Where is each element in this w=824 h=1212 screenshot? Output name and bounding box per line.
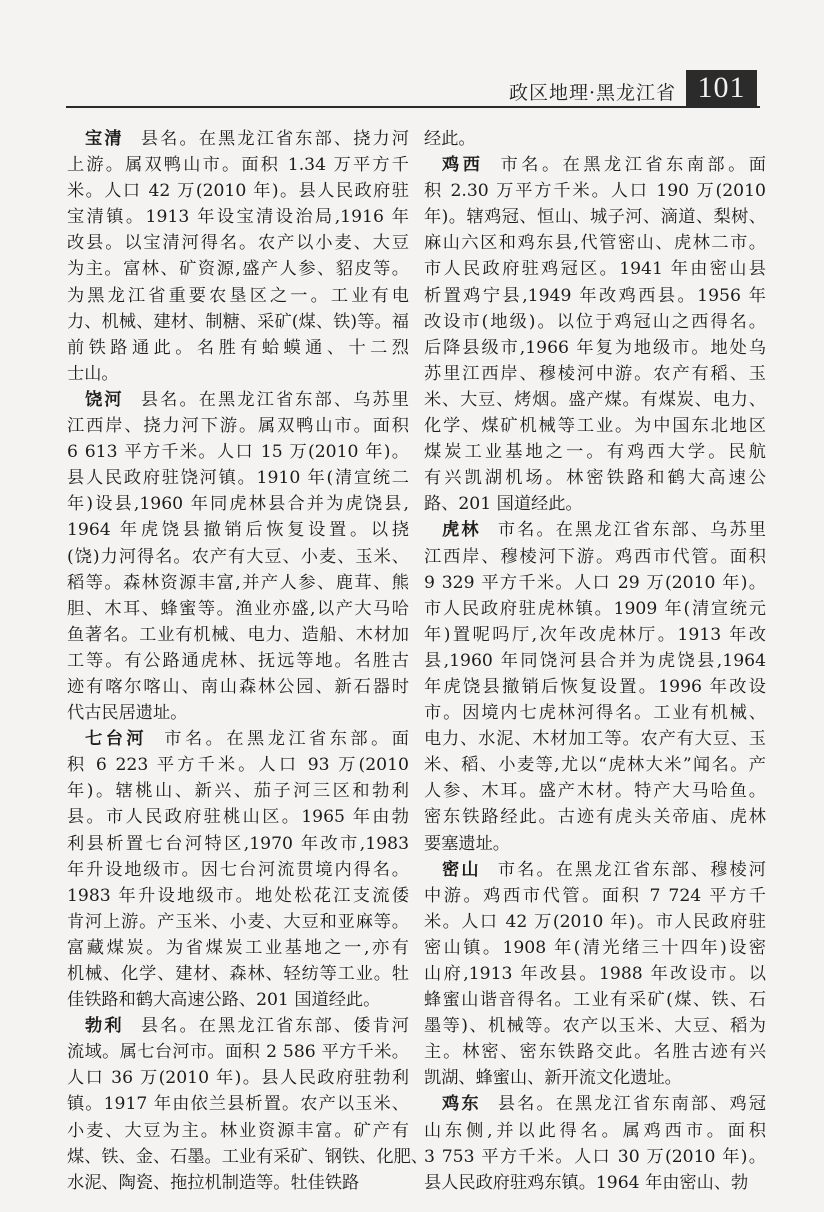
entry-line: 煤、铁、金、石墨。工业有采矿、钢铁、化肥、 <box>67 1146 428 1167</box>
entry-line: 电力、水泥、木材加工等。农产有大豆、玉 <box>424 729 766 750</box>
dictionary-entry <box>424 517 766 856</box>
entry-line: 鱼著名。工业有机械、电力、造船、木材加 <box>67 624 409 645</box>
entry-first-line <box>424 1091 766 1117</box>
entry-line: 县,1960 年同饶河县合并为虎饶县,1964 <box>424 650 766 671</box>
entry-line: 肯河上游。产玉米、小麦、大豆和亚麻等。 <box>67 911 409 932</box>
entry-line: 米、大豆、烤烟。盛产煤。有煤炭、电力、 <box>424 389 766 410</box>
entry-line: 市。因境内七虎林河得名。工业有机械、 <box>424 703 766 724</box>
dictionary-entry <box>424 857 766 1092</box>
entry-line: 化学、煤矿机械等工业。为中国东北地区 <box>424 416 766 437</box>
entry-line: 米。人口 42 万(2010 年)。市人民政府驻 <box>424 911 766 932</box>
entry-line: 小麦、大豆为主。林业资源丰富。矿产有 <box>67 1120 409 1141</box>
entry-line: 流域。属七台河市。面积 2 586 平方千米。 <box>67 1042 409 1063</box>
entry-line: 米。人口 42 万(2010 年)。县人民政府驻 <box>67 181 409 202</box>
entry-line: 蜂蜜山谐音得名。工业有采矿(煤、铁、石 <box>424 990 766 1011</box>
entry-line: 为黑龙江省重要农垦区之一。工业有电 <box>67 285 409 306</box>
page-header <box>66 64 760 108</box>
entry-line: 3 753 平方千米。人口 30 万(2010 年)。 <box>424 1146 766 1167</box>
entry-headword: 密山 <box>442 859 481 880</box>
entry-line: 镇。1917 年由依兰县析置。农产以玉米、 <box>67 1094 409 1115</box>
entry-line: 凯湖、蜂蜜山、新开流文化遗址。 <box>424 1068 682 1089</box>
dictionary-entry <box>67 726 409 1013</box>
running-title: 政区地理·黑龙江省 <box>508 82 676 104</box>
entry-headword: 七台河 <box>85 729 148 750</box>
entry-line: 9 329 平方千米。人口 29 万(2010 年)。 <box>424 572 766 593</box>
entry-line: 山东侧,并以此得名。属鸡西市。面积 <box>424 1120 766 1141</box>
entry-line: 1983 年升设地级市。地处松花江支流倭 <box>67 885 409 906</box>
entry-line: 有兴凯湖机场。林密铁路和鹤大高速公 <box>424 468 766 489</box>
entry-line: 析置鸡宁县,1949 年改鸡西县。1956 年 <box>424 285 766 306</box>
entry-line: 主。林密、密东铁路交此。名胜古迹有兴 <box>424 1042 766 1063</box>
dictionary-entry <box>424 152 766 517</box>
entry-headword: 宝清 <box>85 129 124 149</box>
entry-line: 米、稻、小麦等,尤以“虎林大米”闻名。产 <box>424 755 766 776</box>
entry-text: 县名。在黑龙江省东部、挠力河 <box>140 129 409 149</box>
page-number: 101 <box>686 70 757 106</box>
entry-line: 年)设县,1960 年同虎林县合并为虎饶县, <box>67 494 409 515</box>
entry-line: 前铁路通此。名胜有蛤蟆通、十二烈 <box>67 337 409 358</box>
entry-line: 胆、木耳、蜂蜜等。渔业亦盛,以产大马哈 <box>67 598 409 619</box>
entry-line: 中游。鸡西市代管。面积 7 724 平方千 <box>424 885 766 906</box>
entry-line: 人参、木耳。盛产木材。特产大马哈鱼。 <box>424 781 766 802</box>
entry-text: 市名。在黑龙江省东南部。面 <box>500 155 766 176</box>
entry-line: 后降县级市,1966 年复为地级市。地处乌 <box>424 337 766 358</box>
entry-first-line <box>424 152 766 178</box>
entry-line: 为主。富林、矿资源,盛产人参、貂皮等。 <box>67 259 409 280</box>
entry-line: 墨等)、机械等。农产以玉米、大豆、稻为 <box>424 1016 766 1037</box>
entry-line: 富藏煤炭。为省煤炭工业基地之一,亦有 <box>67 937 409 958</box>
entry-line: 麻山六区和鸡东县,代管密山、虎林二市。 <box>424 233 766 254</box>
right-column <box>424 126 766 1196</box>
entry-line: 人口 36 万(2010 年)。县人民政府驻勃利 <box>67 1068 409 1089</box>
entry-line: 6 613 平方千米。人口 15 万(2010 年)。 <box>67 442 409 463</box>
entry-line: 县人民政府驻饶河镇。1910 年(清宣统二 <box>67 468 409 489</box>
entry-line: 年虎饶县撤销后恢复设置。1996 年改设 <box>424 676 766 697</box>
entry-headword: 鸡东 <box>442 1094 481 1115</box>
entry-line: 宝清镇。1913 年设宝清设治局,1916 年 <box>67 207 409 228</box>
entry-text: 市名。在黑龙江省东部。面 <box>164 729 409 750</box>
entry-line: 苏里江西岸、穆棱河中游。农产有稻、玉 <box>424 363 766 384</box>
continued-text: 经此。 <box>424 129 476 149</box>
entry-line: 利县析置七台河特区,1970 年改市,1983 <box>67 833 409 854</box>
entry-line: 密山镇。1908 年(清光绪三十四年)设密 <box>424 937 766 958</box>
entry-line: 力、机械、建材、制糖、采矿(煤、铁)等。福 <box>67 311 409 332</box>
entry-text: 县名。在黑龙江省东部、倭肯河 <box>140 1016 409 1037</box>
header-rule <box>66 106 760 108</box>
entry-line: 上游。属双鸭山市。面积 1.34 万平方千 <box>67 155 409 176</box>
entry-line: 年升设地级市。因七台河流贯境内得名。 <box>67 859 409 880</box>
dictionary-entry <box>424 1091 766 1195</box>
dictionary-entry <box>67 1013 428 1196</box>
entry-headword: 饶河 <box>85 389 124 410</box>
entry-text: 县名。在黑龙江省东部、乌苏里 <box>140 389 409 410</box>
entry-first-line <box>424 857 766 883</box>
entry-line: 迹有喀尔喀山、南山森林公园、新石器时 <box>67 676 409 697</box>
entry-line: 煤炭工业基地之一。有鸡西大学。民航 <box>424 442 766 463</box>
entry-line: 年)置呢吗厅,次年改虎林厅。1913 年改 <box>424 624 766 645</box>
left-column <box>67 126 428 1196</box>
entry-line: 要塞遗址。 <box>424 833 510 854</box>
entry-line: 改县。以宝清河得名。农产以小麦、大豆 <box>67 233 409 254</box>
entry-line: 佳铁路和鹤大高速公路、201 国道经此。 <box>67 990 381 1011</box>
entry-line: 积 6 223 平方千米。人口 93 万(2010 <box>67 755 409 776</box>
entry-first-line <box>67 726 409 752</box>
dictionary-entry <box>67 387 409 726</box>
entry-first-line <box>67 1013 409 1039</box>
entry-line: 代古民居遗址。 <box>67 703 188 724</box>
entry-text: 市名。在黑龙江省东部、穆棱河 <box>497 859 766 880</box>
entry-line: 路、201 国道经此。 <box>424 494 583 515</box>
entry-text: 市名。在黑龙江省东部、乌苏里 <box>497 520 766 541</box>
entry-line: (饶)力河得名。农产有大豆、小麦、玉米、 <box>67 546 409 567</box>
entry-line: 积 2.30 万平方千米。人口 190 万(2010 <box>424 181 766 202</box>
entry-line: 县人民政府驻鸡东镇。1964 年由密山、勃 <box>424 1172 749 1193</box>
entry-text: 县名。在黑龙江省东南部、鸡冠 <box>497 1094 766 1115</box>
entry-line: 工等。有公路通虎林、抚远等地。名胜古 <box>67 650 409 671</box>
entry-line: 改设市(地级)。以位于鸡冠山之西得名。 <box>424 311 766 332</box>
entry-line: 士山。 <box>67 363 119 384</box>
dictionary-entry <box>67 126 409 387</box>
entry-line: 江西岸、挠力河下游。属双鸭山市。面积 <box>67 416 409 437</box>
entry-line: 稻等。森林资源丰富,并产人参、鹿茸、熊 <box>67 572 409 593</box>
entry-line: 江西岸、穆棱河下游。鸡西市代管。面积 <box>424 546 766 567</box>
entry-headword: 勃利 <box>85 1016 124 1037</box>
entry-headword: 鸡西 <box>442 155 484 176</box>
entry-line: 机械、化学、建材、森林、轻纺等工业。牡 <box>67 964 409 984</box>
entry-first-line <box>67 387 409 413</box>
entry-line: 年)。辖鸡冠、恒山、城子河、滴道、梨树、 <box>424 207 766 228</box>
entry-line: 密东铁路经此。古迹有虎头关帝庙、虎林 <box>424 807 766 828</box>
entry-line: 1964 年虎饶县撤销后恢复设置。以挠 <box>67 520 409 541</box>
entry-line: 县。市人民政府驻桃山区。1965 年由勃 <box>67 807 409 828</box>
entry-first-line <box>67 126 409 152</box>
entry-line: 年)。辖桃山、新兴、茄子河三区和勃利 <box>67 781 409 802</box>
entry-line: 市人民政府驻虎林镇。1909 年(清宣统元 <box>424 598 766 619</box>
entry-first-line <box>424 517 766 543</box>
entry-headword: 虎林 <box>442 520 481 541</box>
entry-line: 山府,1913 年改县。1988 年改设市。以 <box>424 964 766 984</box>
entry-line: 水泥、陶瓷、拖拉机制造等。牡佳铁路 <box>67 1172 360 1193</box>
entry-line: 市人民政府驻鸡冠区。1941 年由密山县 <box>424 259 766 280</box>
